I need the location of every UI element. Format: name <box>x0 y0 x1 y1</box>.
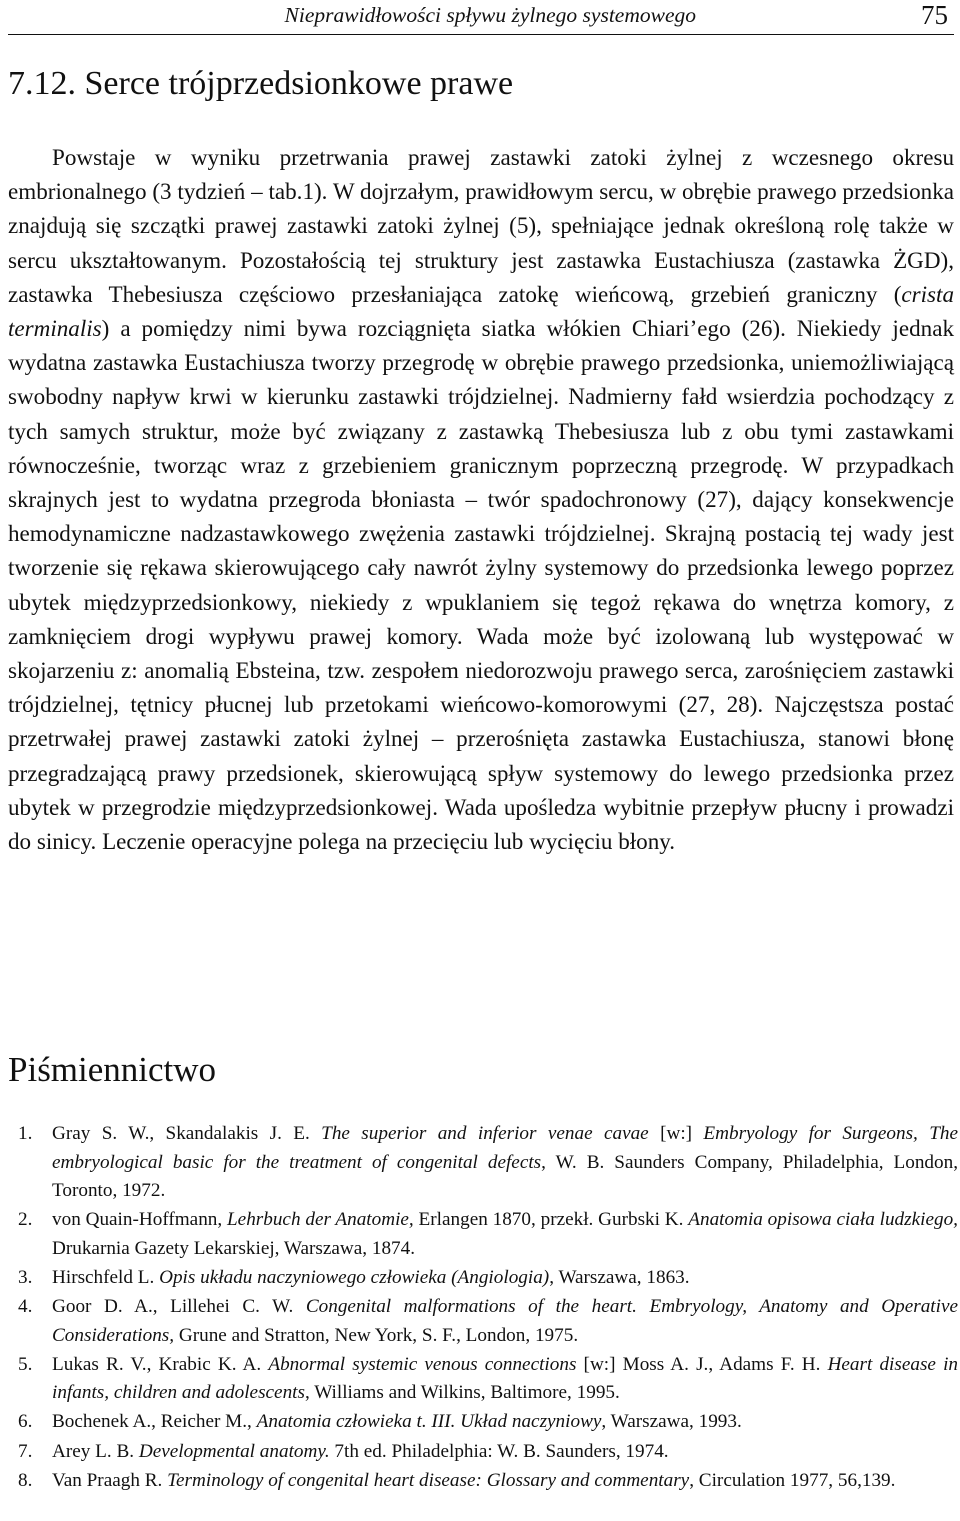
ref-title: The superior and inferior venae cavae <box>321 1123 649 1144</box>
reference-number: 2. <box>18 1209 33 1231</box>
reference-item <box>0 1408 958 1437</box>
reference-number: 7. <box>18 1440 33 1462</box>
ref-text: Grune and Stratton, New York, S. F., London, 1975. <box>174 1324 579 1346</box>
bibliography-heading: Piśmiennictwo <box>8 1050 217 1089</box>
reference-item <box>0 1120 958 1206</box>
ref-text: Erlangen 1870, przekł. Gurbski K. <box>413 1209 689 1231</box>
paragraph-text-part-1: Powstaje w wyniku przetrwania prawej zastawki zatoki żylnej z wczesnego okresu embrionalnego (3 tydzień – tab.1). W dojrzałym, prawidłowym sercu, w obrębie prawego przedsionka znajdują się szczątki prawej zastawki zatoki żylnej (5), spełniające jednak określoną rolę także w sercu ukształtowanym. Pozostałością tej struktury jest zastawka Eustachiusza (zastawka ŻGD), zastawka Thebesiusza częściowo przesłaniająca zatokę wieńcową, grzebień graniczny ( <box>8 144 954 307</box>
reference-number: 3. <box>18 1266 33 1288</box>
ref-text: 7th ed. Philadelphia: W. B. Saunders, 1974. <box>329 1440 669 1462</box>
reference-item <box>0 1264 958 1293</box>
ref-title: Anatomia człowieka t. III. Układ naczyniowy <box>256 1411 602 1433</box>
ref-book-title: Anatomia opisowa ciała ludzkiego, <box>688 1209 958 1231</box>
ref-title: Terminology of congenital heart disease: Glossary and commentary <box>167 1469 690 1491</box>
reference-list <box>0 1120 958 1496</box>
reference-item <box>0 1351 958 1408</box>
paragraph-text-part-2: ) a pomiędzy nimi bywa rozciągnięta siatka włókien Chiari’ego (26). Niekiedy jednak wydatna zastawka Eustachiusza tworzy przegrodę w obrębie prawego przedsionka, uniemożliwiającą swobodny napływ krwi w kierunku zastawki trójdzielnej. Nadmierny fałd wsierdzia pochodzący z tych samych struktur, może być związany z zastawką Thebesiusza lub z obu tymi zastawkami równocześnie, tworząc wraz z grzebieniem granicznym poprzeczną przegrodę. W przypadkach skrajnych jest to wydatna przegroda błoniasta – twór spadochronowy (27), dający konsekwencje hemodynamiczne nadzastawkowego zwężenia zastawki trójdzielnej. Skrajną postacią tej wady jest tworzenie się rękawa skierowującego cały nawrót żylny systemowy do przedsionka lewego poprzez ubytek międzyprzedsionkowy, niekiedy z wpuklaniem się tegoż rękawa do wnętrza komory, z zamknięciem drogi wypływu prawej komory. Wada może być izolowaną lub występować w skojarzeniu z: anomalią Ebsteina, tzw. zespołem niedorozwoju prawego serca, zarośnięciem zastawki trójdzielnej, tętnicy płucnej lub przetokami wieńcowo-komorowymi (27, 28). Najczęstsza postać przetrwałej prawej zastawki zatoki żylnej – przerośnięta zastawka Eustachiusza, stanowi błonę przegradzającą prawy przedsionek, skierowującą spływ systemowy do lewego przedsionka przez ubytek w przegrodzie międzyprzedsionkowej. Wada upośledza wybitnie przepływ płucny i prowadzi do sinicy. Leczenie operacyjne polega na przecięciu lub wycięciu błony. <box>8 315 954 855</box>
ref-text: [w:] <box>648 1123 704 1144</box>
ref-title: Lehrbuch der Anatomie, <box>227 1209 414 1231</box>
reference-item <box>0 1438 958 1467</box>
ref-authors: Hirschfeld L. <box>52 1266 160 1288</box>
ref-title: Congenital malformations of the heart. Embryology, Anatomy and Operative Considerations, <box>52 1296 958 1346</box>
ref-text: [w:] Moss A. J., Adams F. H. <box>576 1353 828 1375</box>
ref-publisher: Drukarnia Gazety Lekarskiej, Warszawa, 1874. <box>52 1237 416 1259</box>
reference-number: 1. <box>18 1123 33 1144</box>
reference-number: 6. <box>18 1411 33 1433</box>
ref-text: , Circulation 1977, 56,139. <box>689 1469 896 1491</box>
ref-book-title: Heart disease in infants, children and adolescents <box>52 1353 958 1404</box>
ref-publisher: , Williams and Wilkins, Baltimore, 1995. <box>304 1382 620 1404</box>
section-heading: 7.12. Serce trójprzedsionkowe prawe <box>8 65 514 102</box>
reference-number: 8. <box>18 1469 33 1491</box>
ref-authors: Bochenek A., Reicher M., <box>52 1411 257 1433</box>
ref-title: Abnormal systemic venous connections <box>268 1353 577 1375</box>
reference-item <box>0 1467 958 1496</box>
ref-authors: Goor D. A., Lillehei C. W. <box>52 1296 306 1318</box>
ref-authors: Lukas R. V., Krabic K. A. <box>52 1353 269 1375</box>
ref-authors: Gray S. W., Skandalakis J. E. <box>52 1123 322 1144</box>
ref-publisher: , W. B. Saunders Company, Philadelphia, London, Toronto, 1972. <box>52 1151 958 1202</box>
ref-authors: Van Praagh R. <box>52 1469 168 1491</box>
page-number: 75 <box>921 0 948 30</box>
ref-title: Developmental anatomy. <box>138 1440 330 1462</box>
body-paragraph <box>8 140 954 858</box>
ref-text: , Warszawa, 1993. <box>601 1411 742 1433</box>
latin-term: crista terminalis <box>8 280 954 342</box>
ref-authors: von Quain-Hoffmann, <box>52 1209 227 1231</box>
ref-authors: Arey L. B. <box>52 1440 139 1462</box>
reference-number: 5. <box>18 1353 33 1375</box>
reference-item <box>0 1293 958 1350</box>
ref-book-title: Embryology for Surgeons, The embryological basic for the treatment of congenital defects <box>52 1123 958 1173</box>
running-header <box>8 0 954 35</box>
reference-item <box>0 1206 958 1263</box>
ref-title: Opis układu naczyniowego człowieka (Angiologia) <box>159 1266 550 1288</box>
ref-text: , Warszawa, 1863. <box>549 1266 690 1288</box>
running-title: Nieprawidłowości spływu żylnego systemowego <box>284 3 696 27</box>
reference-number: 4. <box>18 1296 33 1318</box>
